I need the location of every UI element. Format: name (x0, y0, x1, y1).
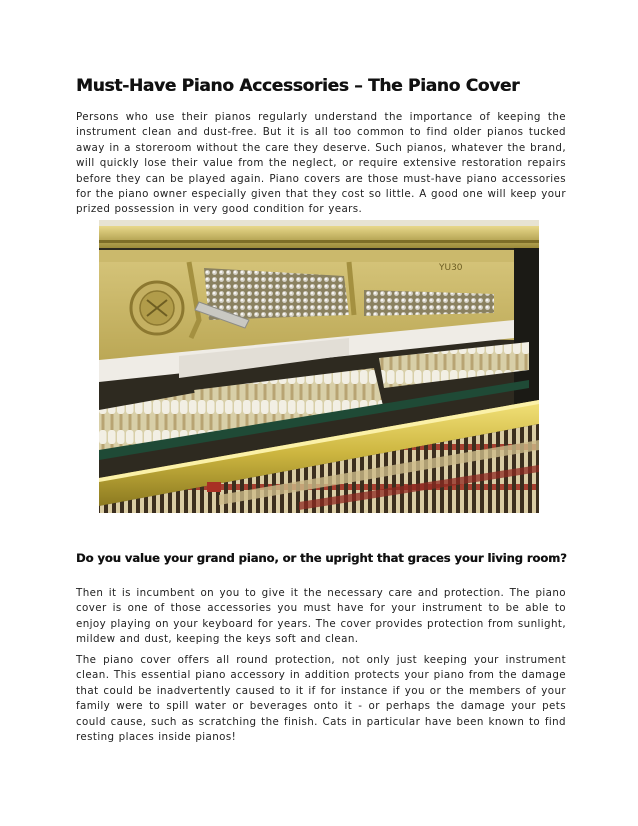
plate-marking: YU30 (439, 263, 463, 273)
body-paragraph-care: Then it is incumbent on you to give it the necessary care and protection. The piano cover is one of those accessories you must have for your instrument to be able to enjoy playing on your keyboard for years. The cover provides protection from sunlight, mildew and dust, keeping the keys soft and clean. (76, 587, 566, 646)
document-title: Must-Have Piano Accessories – The Piano Cover (76, 76, 520, 96)
body-paragraph-protection: The piano cover offers all round protection, not only just keeping your instrument clean. This essential piano accessory in addition protects your piano from the damage that could be inadvertently caused to it if for instance if you or the members of your family were to spill water or beverages onto it - or perhaps the damage your pets could cause, such as scratching the finish. Cats in particular have been known to find resting places inside pianos! (76, 654, 566, 744)
piano-interior-photo (99, 220, 539, 513)
section-subheading: Do you value your grand piano, or the upright that graces your living room? (76, 551, 567, 565)
intro-paragraph: Persons who use their pianos regularly understand the importance of keeping the instrument clean and dust-free. But it is all too common to find older pianos tucked away in a storeroom without the care they deserve. Such pianos, whatever the brand, will quickly lose their value from the neglect, or require extensive restoration repairs before they can be played again. Piano covers are those must-have piano accessories for the piano owner especially given that they cost so little. A good one will keep your prized possession in very good condition for years. (76, 111, 566, 216)
